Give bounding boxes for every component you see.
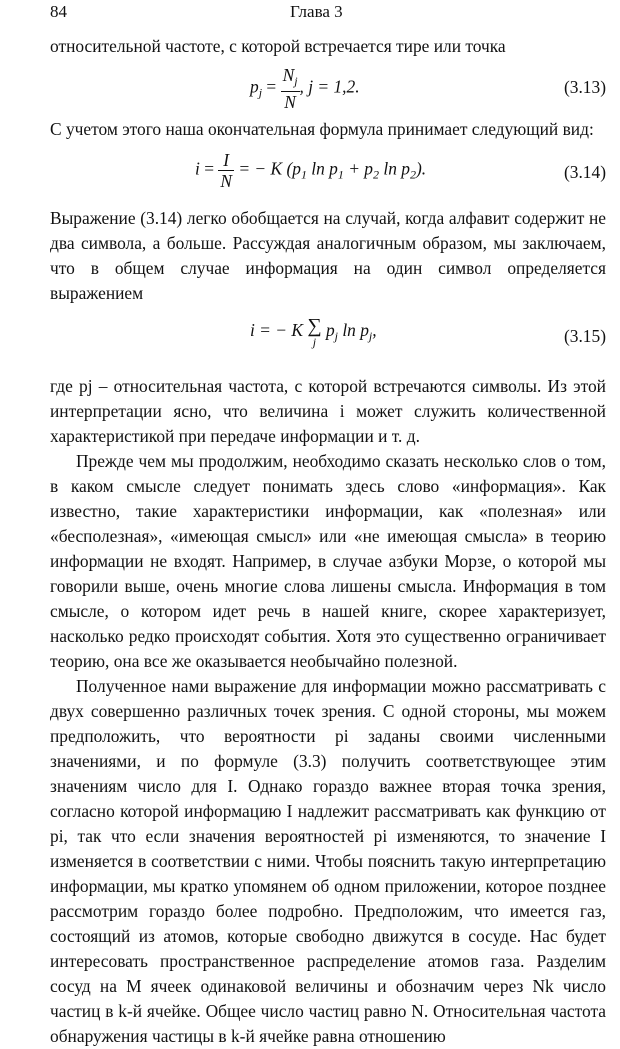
sum-symbol: ∑ j xyxy=(307,315,322,349)
fraction: $\frac{N_j}{N}$ xyxy=(282,65,298,112)
chapter-title: Глава 3 xyxy=(290,2,343,21)
equation-3-14 xyxy=(50,142,606,206)
equation-3-13-formula: $p_j$ = $\frac{N_j}{N}$ , j = 1,2. xyxy=(250,65,360,112)
equation-3-14-formula: i = $\frac{I}{N}$ = − K ($p_1$ $\ln p_1 + p_2$ $\ln p_2$). xyxy=(195,150,427,191)
paragraph-5: Полученное нами выражение для информации можно рассматривать с двух совершенно различных точек зрения. С одной стороны, мы можем предположить, что вероятности pi заданы своими численными значениями, и по формуле (3.3) получить соответствующее этим значениям число для I. Однако гораздо важнее вторая точка зрения, согласно которой информацию I надлежит рассматривать как функцию от pi, так что если значения вероятностей pi изменяются, то значение I изменяется в соответствии с ними. Чтобы пояснить такую интерпретацию информации, мы кратко упомянем об одном приложении, которое позднее рассмотрим гораздо более подробно. Предположим, что имеется газ, состоящий из атомов, которые свободно движутся в сосуде. Нас будет интересовать пространственное распределение атомов газа. Разделим сосуд на M ячеек одинаковой величины и обозначим через Nk число частиц в k-й ячейке. Общее число частиц равно N. Относительная частота обнаружения частицы в k-й ячейке равна отношению xyxy=(50,676,606,1046)
paragraph-2: Выражение (3.14) легко обобщается на случай, когда алфавит содержит не два символа, а больше. Рассуждая аналогичным образом, мы заключаем, что в общем случае информация на один символ определяется выражением xyxy=(50,208,606,303)
paragraph-3: где pj – относительная частота, с которой встречаются символы. Из этой интерпретации ясно, что величина i может служить количественной характеристикой при передаче информации и т. д. xyxy=(50,376,606,446)
fraction: $\frac{I}{N}$ xyxy=(220,150,232,191)
paragraph-1: С учетом этого наша окончательная формула принимает следующий вид: xyxy=(50,119,594,139)
equation-3-15-formula: i = − K ∑ j $p_j$ $\ln p_j$, xyxy=(250,315,377,349)
equation-number: (3.14) xyxy=(563,162,606,182)
running-header xyxy=(50,2,606,28)
equation-3-13 xyxy=(50,59,606,117)
paragraph-4: Прежде чем мы продолжим, необходимо сказать несколько слов о том, в каком смысле следует понимать здесь слово «информация». Как известно, такие характеристики информации, как «полезная» или «бесполезная», «имеющая смысл» или «не имеющая смысла» в теорию информации не входят. Например, в случае азбуки Морзе, о которой мы говорили выше, очень многие слова лишены смысла. Информация в том смысле, о котором идет речь в нашей книге, скорее характеризует, насколько редко происходят события. Хотя это существенно ограничивает теорию, она все же оказывается необычайно полезной. xyxy=(50,451,606,671)
page-body xyxy=(50,34,606,1049)
page-number: 84 xyxy=(50,2,67,21)
equation-number: (3.13) xyxy=(563,77,606,97)
equation-number: (3.15) xyxy=(563,326,606,346)
equation-3-15 xyxy=(50,306,606,374)
paragraph-0: относительной частоте, с которой встречается тире или точка xyxy=(50,36,506,56)
